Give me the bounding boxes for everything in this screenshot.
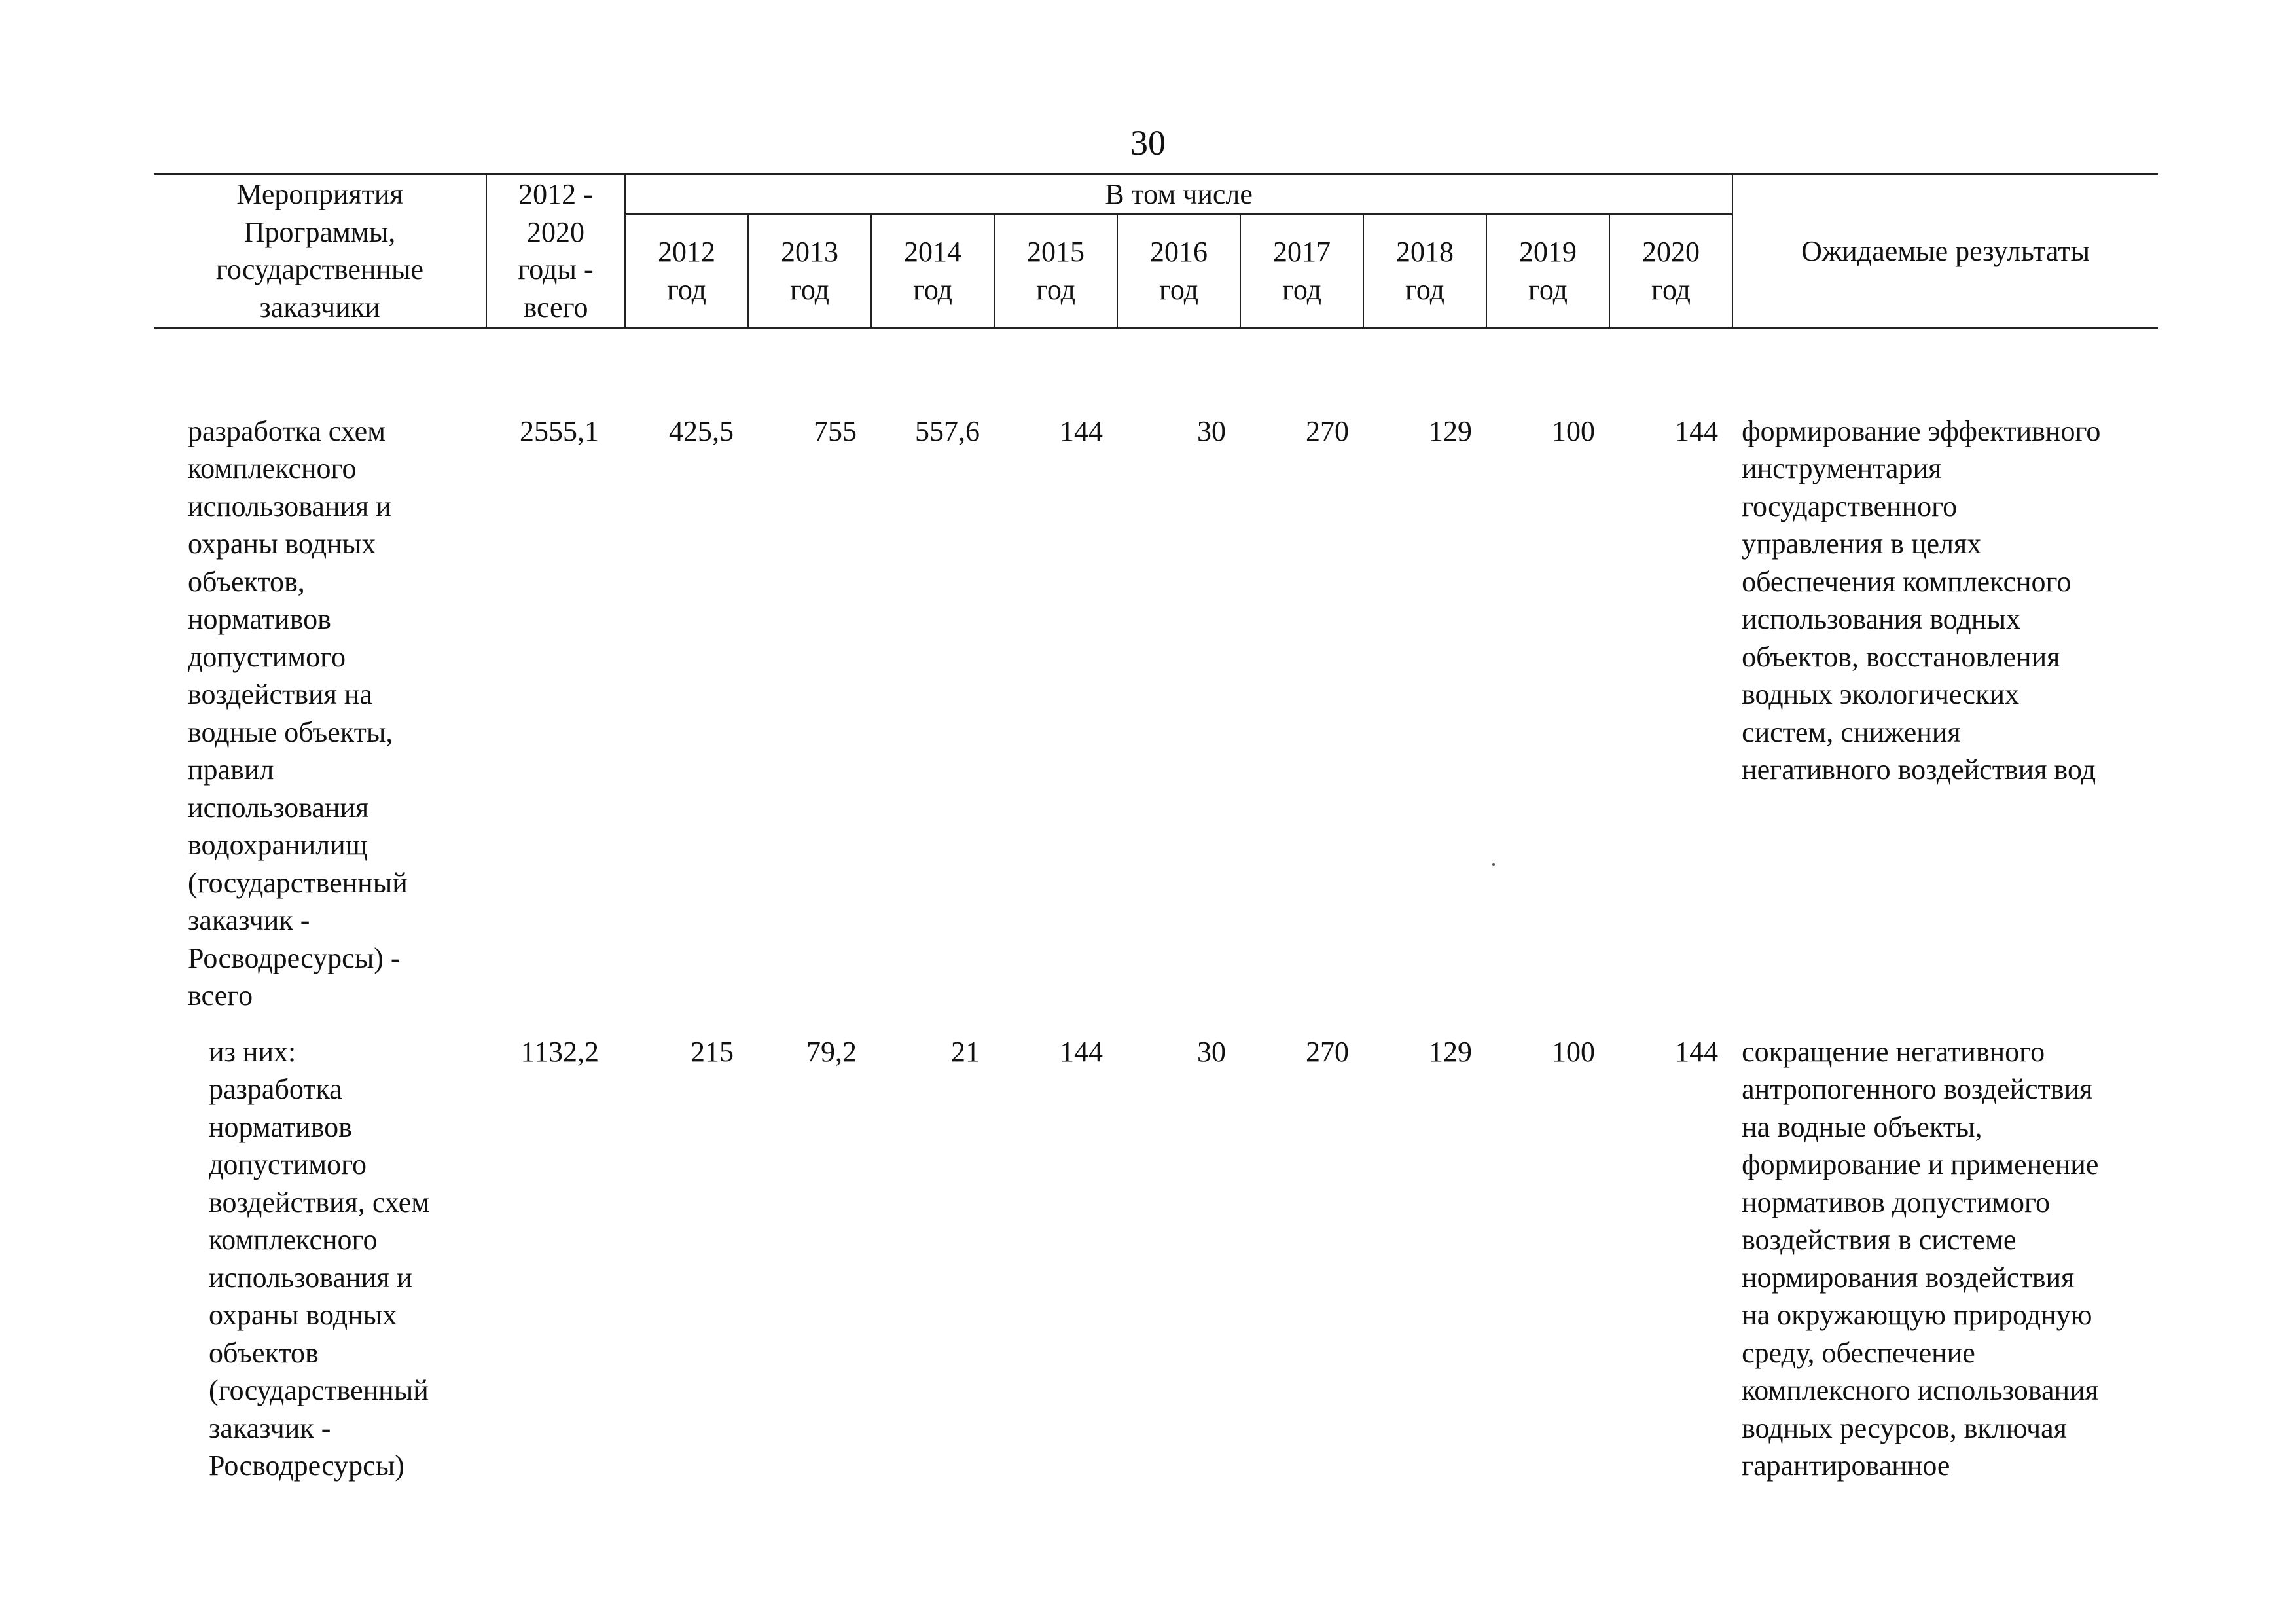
page-number: 30 xyxy=(1130,123,1166,162)
header-year-2020: 2020 год xyxy=(1609,214,1732,327)
header-year-2017: 2017 год xyxy=(1240,214,1363,327)
header-year-2019: 2019 год xyxy=(1486,214,1609,327)
total-cell: 2555,1 xyxy=(520,414,599,447)
header-year-2015: 2015 год xyxy=(994,214,1117,327)
scan-speck xyxy=(1492,863,1495,866)
value-cell: 144 xyxy=(1675,414,1719,447)
value-cell: 425,5 xyxy=(669,414,734,447)
value-cell: 30 xyxy=(1197,1035,1226,1068)
value-cell: 270 xyxy=(1306,414,1349,447)
measure-cell: из них: разработка нормативов допустимого воздействия, схем комплексного использования и охраны водных объектов (государственный заказчик - Росводресурсы) xyxy=(209,1035,430,1482)
header-total: 2012 - 2020 годы - всего xyxy=(486,175,625,328)
budget-table xyxy=(154,173,2158,1485)
header-year-2016: 2016 год xyxy=(1117,214,1240,327)
result-cell: формирование эффективного инструментария государственного управления в целях обеспечения комплексного использования водных объектов, восстановления водных экологических систем, снижения негативного воздействия вод xyxy=(1742,414,2101,786)
value-cell: 557,6 xyxy=(915,414,980,447)
value-cell: 129 xyxy=(1429,414,1472,447)
value-cell: 100 xyxy=(1552,1035,1595,1068)
value-cell: 144 xyxy=(1060,414,1103,447)
table-row xyxy=(154,412,2158,1033)
header-year-2018: 2018 год xyxy=(1363,214,1486,327)
table-row xyxy=(154,1033,2158,1485)
total-cell: 1132,2 xyxy=(520,1035,599,1068)
value-cell: 79,2 xyxy=(806,1035,857,1068)
value-cell: 21 xyxy=(951,1035,980,1068)
header-year-2012: 2012 год xyxy=(625,214,748,327)
value-cell: 144 xyxy=(1675,1035,1719,1068)
header-year-2013: 2013 год xyxy=(748,214,871,327)
measure-cell: разработка схем комплексного использования и охраны водных объектов, нормативов допустимого воздействия на водные объекты, правил использования водохранилищ (государственный заказчик - Росводресурсы) - всего xyxy=(188,414,408,1012)
value-cell: 144 xyxy=(1060,1035,1103,1068)
value-cell: 215 xyxy=(691,1035,734,1068)
header-including: В том числе xyxy=(625,175,1732,215)
value-cell: 100 xyxy=(1552,414,1595,447)
header-measures: Мероприятия Программы, государственные заказчики xyxy=(154,175,486,328)
header-results: Ожидаемые результаты xyxy=(1732,175,2158,328)
value-cell: 30 xyxy=(1197,414,1226,447)
value-cell: 270 xyxy=(1306,1035,1349,1068)
header-year-2014: 2014 год xyxy=(871,214,994,327)
result-cell: сокращение негативного антропогенного воздействия на водные объекты, формирование и применение нормативов допустимого воздействия в системе нормирования воздействия на окружающую природную среду, обеспечение комплексного использования водных ресурсов, включая гарантированное xyxy=(1742,1035,2099,1482)
value-cell: 755 xyxy=(814,414,857,447)
value-cell: 129 xyxy=(1429,1035,1472,1068)
